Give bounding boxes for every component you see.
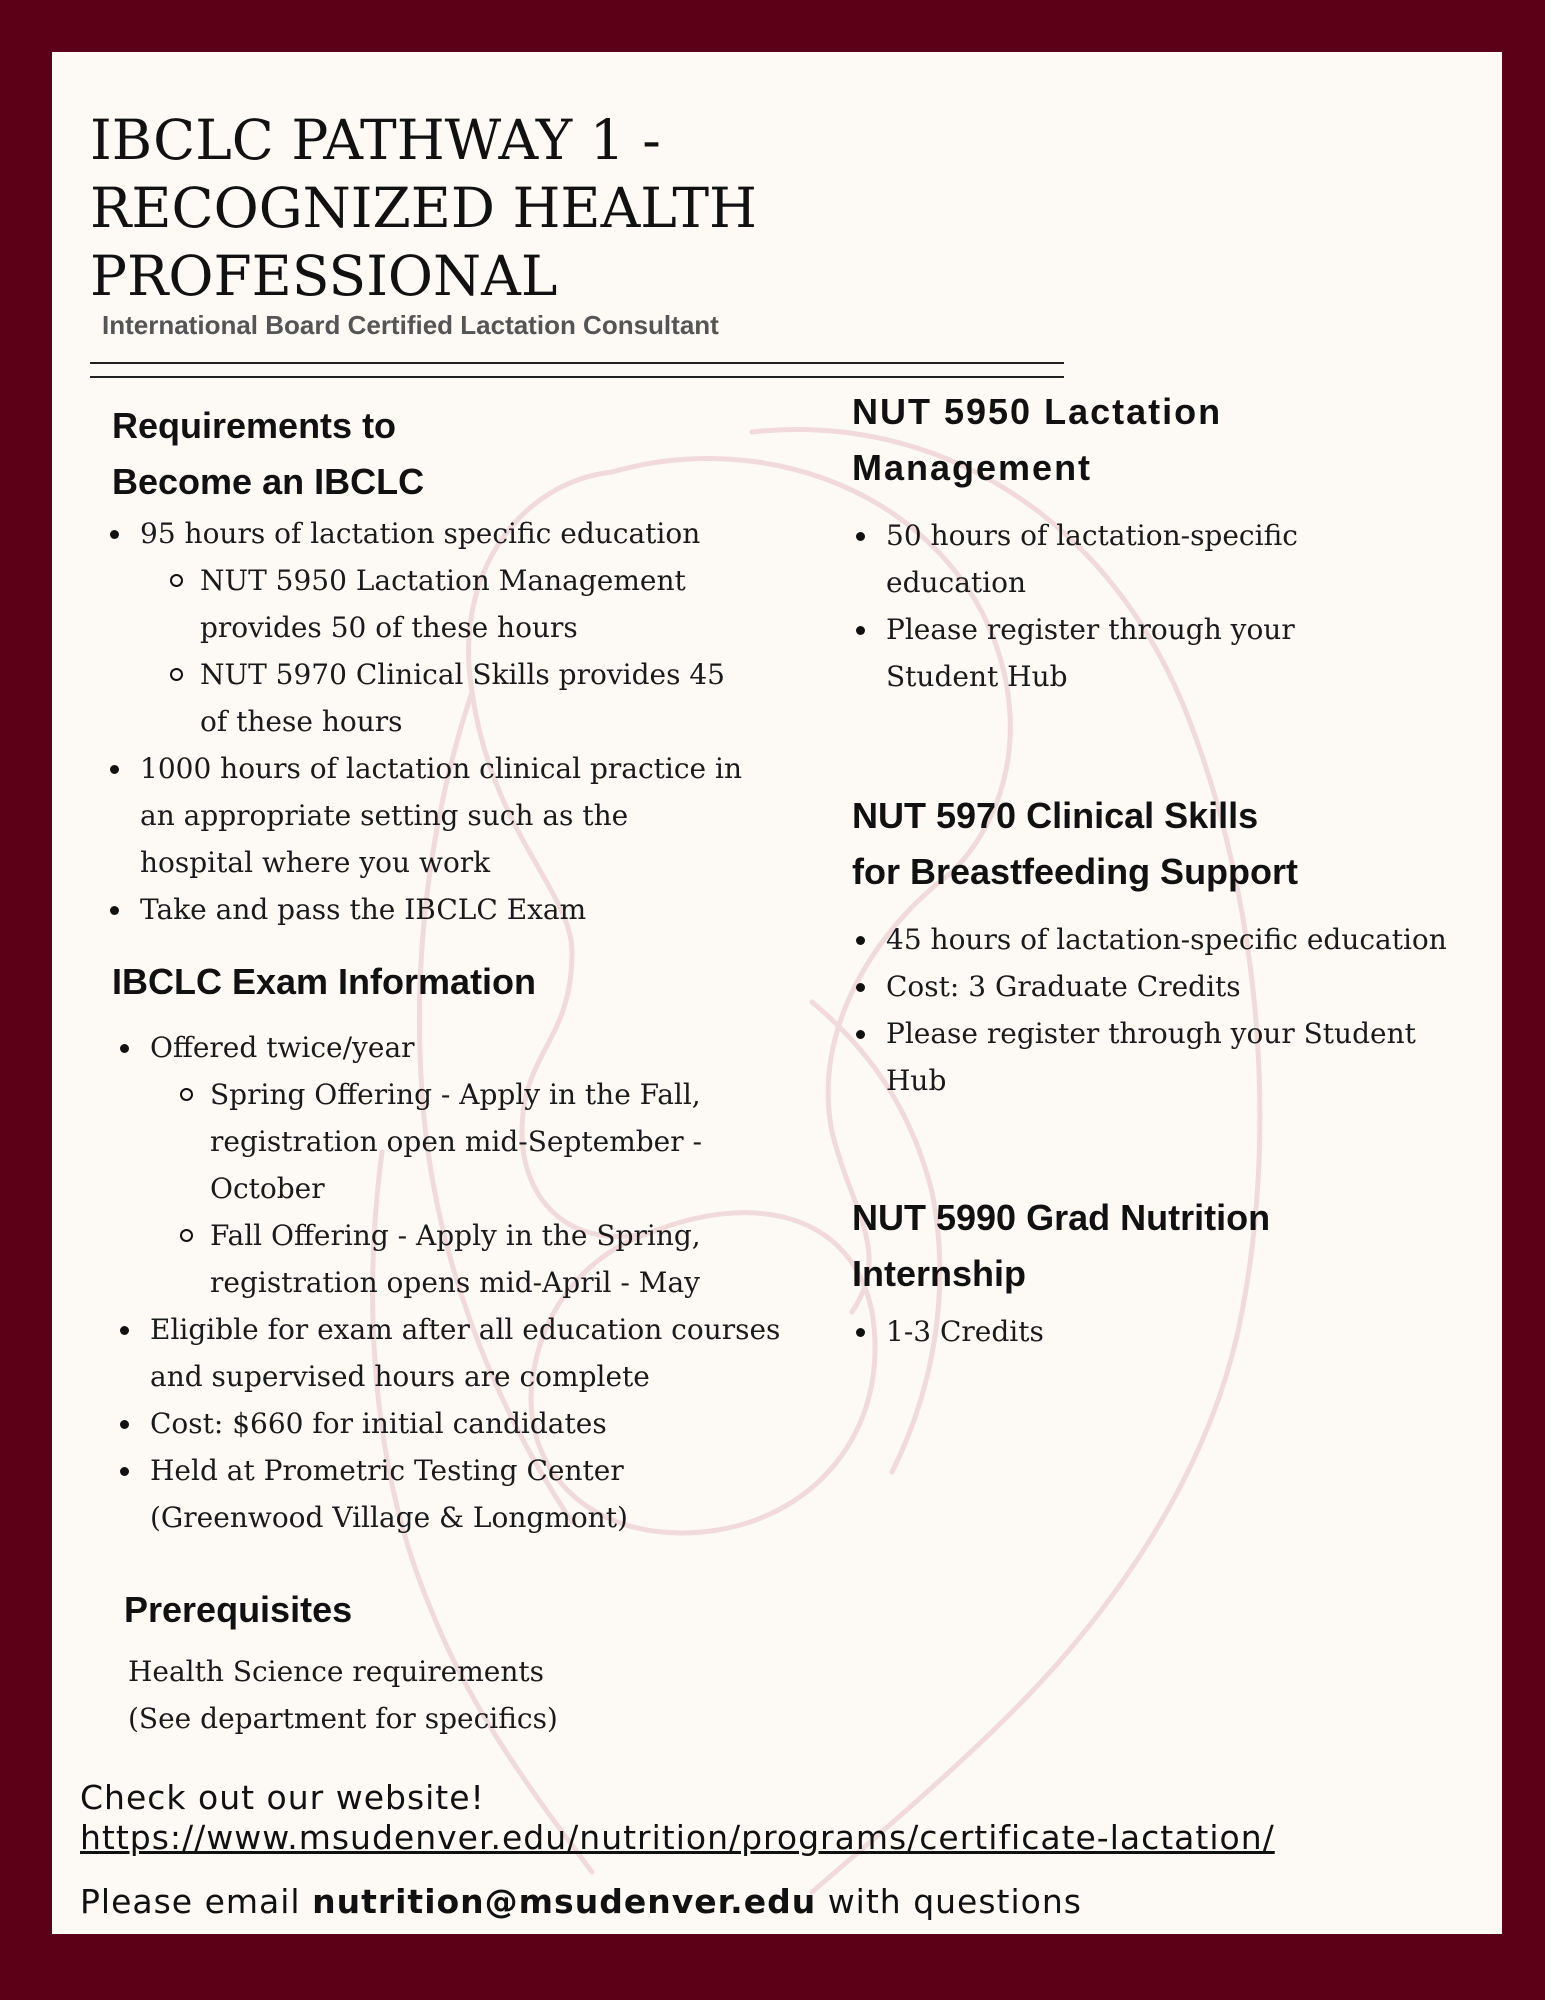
list-item: 1000 hours of lactation clinical practice in an appropriate setting such as the hospital where you work [106, 745, 746, 886]
website-link[interactable]: https://www.msudenver.edu/nutrition/programs/certificate-lactation/ [80, 1818, 1275, 1857]
list-item: Eligible for exam after all education courses and supervised hours are complete [116, 1306, 816, 1400]
list-item: 45 hours of lactation-specific education [852, 916, 1492, 963]
exam-section [112, 954, 832, 1541]
nut5970-heading: NUT 5970 Clinical Skills for Breastfeeding Support [852, 795, 1299, 892]
list-item: Held at Prometric Testing Center (Greenwood Village & Longmont) [116, 1447, 710, 1541]
website-link-wrap [80, 1818, 1275, 1857]
requirements-list [106, 510, 746, 933]
title-line: RECOGNIZED HEALTH [90, 176, 757, 240]
prereq-line: (See department for specifics) [128, 1702, 558, 1735]
sub-list-item: Spring Offering - Apply in the Fall, registration open mid-September - October [176, 1071, 716, 1212]
sub-list-item: NUT 5950 Lactation Management provides 50 of these hours [166, 557, 726, 651]
prerequisites-section [124, 1582, 724, 1742]
divider-bottom [90, 376, 1064, 378]
list-item: 1-3 Credits [852, 1308, 1472, 1355]
list-item: Cost: $660 for initial candidates [116, 1400, 816, 1447]
prereq-line: Health Science requirements [128, 1655, 544, 1688]
list-item: Offered twice/year Spring Offering - Apply in the Fall, registration open mid-September - October Fall Offering - Apply in the Spring, registration opens mid-April - May [116, 1024, 816, 1306]
nut5970-section [852, 788, 1492, 1104]
requirements-section [112, 398, 792, 933]
title-line: PROFESSIONAL [90, 244, 558, 308]
list-item: Please register through your Student Hub [852, 606, 1372, 700]
exam-list [116, 1024, 816, 1541]
list-item: Cost: 3 Graduate Credits [852, 963, 1492, 1010]
requirements-heading: Requirements to Become an IBCLC [112, 405, 425, 502]
email-line: Please email nutrition@msudenver.edu with questions [80, 1882, 1082, 1921]
list-item: Take and pass the IBCLC Exam [106, 886, 746, 933]
nut5990-heading: NUT 5990 Grad Nutrition Internship [852, 1197, 1271, 1294]
prerequisites-heading: Prerequisites [124, 1589, 353, 1630]
nut5970-list [852, 916, 1492, 1104]
nut5990-list [852, 1308, 1472, 1355]
flyer-page [52, 52, 1502, 1934]
nut5950-heading: NUT 5950 Lactation Management [852, 391, 1223, 488]
list-item: 95 hours of lactation specific education NUT 5950 Lactation Management provides 50 of these hours NUT 5970 Clinical Skills provides 45 of these hours [106, 510, 746, 745]
sub-list-item: Fall Offering - Apply in the Spring, registration opens mid-April - May [176, 1212, 716, 1306]
email-address[interactable]: nutrition@msudenver.edu [312, 1882, 817, 1921]
page-title [90, 106, 990, 310]
nut5990-section [852, 1190, 1472, 1355]
list-item: Please register through your Student Hub [852, 1010, 1466, 1104]
title-line: IBCLC PATHWAY 1 - [90, 108, 661, 172]
website-label: Check out our website! [80, 1778, 485, 1817]
page-subtitle: International Board Certified Lactation Consultant [102, 310, 719, 340]
nut5950-section [852, 384, 1472, 700]
divider-top [90, 362, 1064, 364]
exam-heading: IBCLC Exam Information [112, 961, 537, 1002]
list-item: 50 hours of lactation-specific education [852, 512, 1372, 606]
nut5950-list [852, 512, 1372, 700]
sub-list-item: NUT 5970 Clinical Skills provides 45 of these hours [166, 651, 726, 745]
